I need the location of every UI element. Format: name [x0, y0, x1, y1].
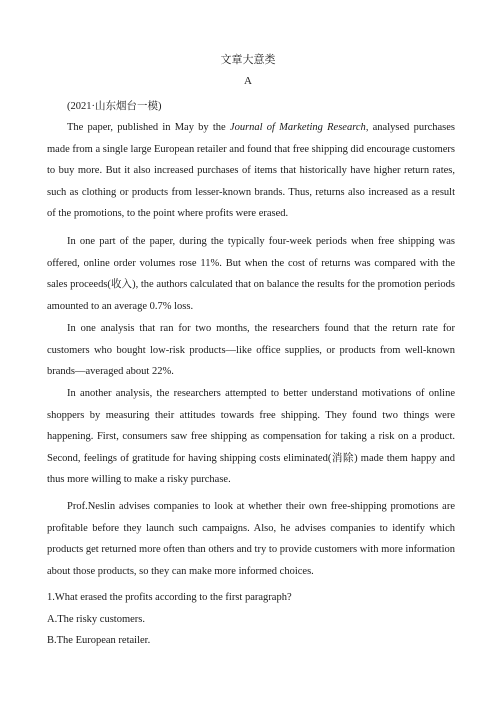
- question-1: [47, 587, 467, 652]
- paragraph-5-text: Prof.Neslin advises companies to look at whether their own free-shipping promotions are profitable before they launch such campaigns. Also, he advises companies to identify which products get returned more often than others and try to provide customers with more information about those products, so they can make more informed choices.: [47, 501, 455, 577]
- paragraph-3: [47, 318, 455, 383]
- document-title: 文章大意类: [220, 54, 276, 66]
- paragraph-1-text-b: , analysed purchases made from a single large European retailer and found that free shipping did encourage customers to buy more. But it also increased purchases of items that historically have higher return rates, such as clothing or products from lesser-known brands. Thus, returns also increased as a result of the promotions, to the point where profits were erased.: [47, 122, 455, 220]
- paragraph-1: [47, 117, 455, 225]
- paragraph-1-text-a: The paper, published in May by the: [67, 122, 230, 133]
- source-note: (2021·山东烟台一模): [67, 101, 162, 112]
- section-label: A: [244, 75, 252, 87]
- question-stem: 1.What erased the profits according to the first paragraph?: [47, 592, 292, 603]
- paragraph-4: [47, 383, 455, 491]
- paragraph-5: [47, 496, 455, 582]
- journal-name: Journal of Marketing Research: [229, 122, 366, 133]
- option-b: B.The European retailer.: [47, 635, 151, 647]
- paragraph-4-text: In another analysis, the researchers attempted to better understand motivations of online shoppers by measuring their attitudes towards free shipping. They found two things were happening. First, consumers saw free shipping as compensation for taking a risk on a product. Second, feelings of gratitude for having shipping costs eliminated(消除) made them happy and thus more willing to make a risky purchase.: [47, 388, 455, 486]
- paragraph-3-text: In one analysis that ran for two months, the researchers found that the return rate for customers who bought low-risk products—like office supplies, or products from well-known brands—averaged about 22%.: [47, 323, 455, 378]
- paragraph-2: [47, 231, 455, 317]
- paragraph-2-text: In one part of the paper, during the typically four-week periods when free shipping was offered, online order volumes rose 11%. But when the cost of returns was compared with the sales proceeds(收入), the authors calculated that on balance the results for the promotion periods amounted to an average 0.7% loss.: [47, 236, 455, 312]
- option-a: A.The risky customers.: [47, 613, 145, 625]
